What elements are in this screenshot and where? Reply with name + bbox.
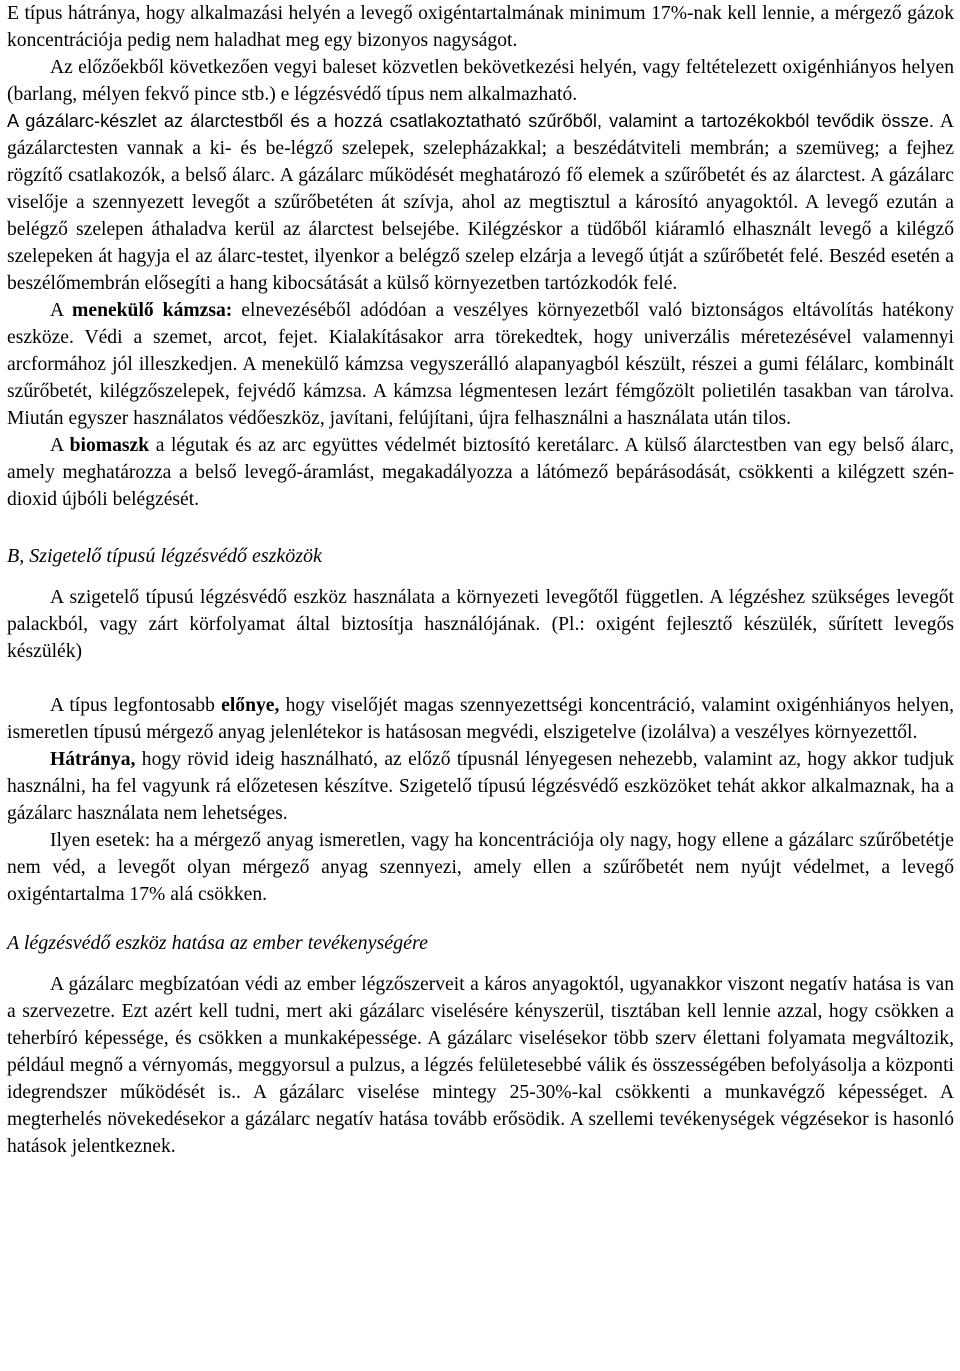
disadvantage-body: hogy rövid ideig használható, az előző típusnál lényegesen nehezebb, valamint az, hogy akkor tudjuk használni, ha fel vagyunk rá előzetesen készítve. Szigetelő típusú légzésvédő eszközöket tehát akkor alkalmaznak, ha a gázálarc használata nem lehetséges. <box>7 749 954 824</box>
gas-mask-kit-intro: A gázálarc-készlet az álarctestből és a hozzá csatlakoztatható szűrőből, valamint a tartozékokból tevődik össze. <box>7 111 934 131</box>
escape-hood-term: menekülő kámzsa: <box>72 300 233 321</box>
paragraph-effects: A gázálarc megbízatóan védi az ember légzőszerveit a káros anyagoktól, ugyanakkor viszont negatív hatása is van a szervezetre. Ezt azért kell tudni, mert aki gázálarc viselésére kényszerül, tisztában kell lennie azzal, hogy csökken a teherbíró képessége, és csökken a munkaképessége. A gázálarc viselésekor több szerv élettani folyamata megváltozik, például megnő a vérnyomás, meggyorsul a pulzus, a légzés felületesebbé válik és összességében befolyásolja a központi idegrendszer működését is.. A gázálarc viselése mintegy 25-30%-kal csökkenti a munkavégző képességet. A megterhelés növekedésekor a gázálarc negatív hatása tovább erősödik. A szellemi tevékenységek végzésekor is hasonló hatások jelentkeznek. <box>7 974 954 1157</box>
paragraph-e-type-drawback: E típus hátránya, hogy alkalmazási helyén a levegő oxigéntartalmának minimum 17%-nak kell lennie, a mérgező gázok koncentrációja pedig nem haladhat meg egy bizonyos nagyságot. <box>7 3 954 51</box>
paragraph-cases: Ilyen esetek: ha a mérgező anyag ismeretlen, vagy ha koncentrációja oly nagy, hogy ellene a gázálarc szűrőbetétje nem véd, a levegőt olyan mérgező anyag szennyezi, amely ellen a szűrőbetét nem nyújt védelmet, a levegő oxigéntartalma 17% alá csökken. <box>7 830 954 905</box>
paragraph-gas-mask-kit <box>7 108 954 297</box>
paragraph-disadvantage <box>7 746 954 827</box>
escape-hood-body: elnevezéséből adódóan a veszélyes környezetből való biztonságos eltávolítás hatékony eszköze. Védi a szemet, arcot, fejet. Kialakításakor arra törekedtek, hogy univerzális méretezésével valamennyi arcformához jól illeszkedjen. A menekülő kámzsa vegyszerálló alapanyagból készült, részei a gumi félálarc, kombinált szűrőbetét, kilégzőszelepek, fejvédő kámzsa. A kámzsa légmentesen lezárt fémgőzölt polietilén tasakban van tárolva. Miután egyszer használatos védőeszköz, javítani, felújítani, újra felhasználni a használata után tilos. <box>7 300 954 429</box>
section-heading-effects: A légzésvédő eszköz hatása az ember tevékenységére <box>7 932 428 954</box>
biomask-lead: A <box>50 435 70 456</box>
advantage-body: hogy viselőjét magas szennyezettségi koncentráció, valamint oxigénhiányos helyen, ismeretlen típusú mérgező anyag jelenlétekor is hatásosan megvédi, elszigetelve (izolálva) a veszélyes környezettől. <box>7 695 954 743</box>
disadvantage-term: Hátránya, <box>50 749 136 770</box>
biomask-body: a légutak és az arc együttes védelmét biztosító keretálarc. A külső álarctestben van egy belső álarc, amely meghatározza a belső levegő-áramlást, megakadályozza a látómező bepárásodását, csökkenti a kilégzett szén-dioxid újbóli belégzését. <box>7 435 954 510</box>
advantage-term: előnye, <box>221 695 280 716</box>
gas-mask-kit-details: A gázálarctesten vannak a ki- és be-légző szelepek, szelepházakkal; a beszédátviteli membrán; a szemüveg; a fejhez rögzítő csatlakozók, a belső álarc. A gázálarc működését meghatározó fő elemek a szűrőbetét és az álarctest. A gázálarc viselője a szennyezett levegőt a szűrőbetéten át szívja, ahol az megtisztul a károsító anyagoktól. A levegő ezután a belégző szelepen áthaladva kerül az álarctest belsejébe. Kilégzéskor a tüdőből kiáramló elhasznált levegő a kilégző szelepeken át hagyja el az álarc-testet, ilyenkor a belégző szelep elzárja a levegő útját a szűrőbetét felé. Beszéd esetén a beszélőmembrán elősegíti a hang kibocsátását a külső környezetben tartózkodók felé. <box>7 111 954 294</box>
biomask-term: biomaszk <box>69 435 150 456</box>
section-heading-isolating: B, Szigetelő típusú légzésvédő eszközök <box>7 545 322 567</box>
paragraph-escape-hood <box>7 297 954 432</box>
escape-hood-lead: A <box>50 300 73 321</box>
paragraph-biomask <box>7 432 954 513</box>
advantage-lead: A típus legfontosabb <box>50 695 222 716</box>
paragraph-advantage <box>7 692 954 746</box>
paragraph-not-applicable: Az előzőekből következően vegyi baleset közvetlen bekövetkezési helyén, vagy feltételezett oxigénhiányos helyen (barlang, mélyen fekvő pince stb.) e légzésvédő típus nem alkalmazható. <box>7 57 954 105</box>
paragraph-isolating-usage: A szigetelő típusú légzésvédő eszköz használata a környezeti levegőtől független. A légzéshez szükséges levegőt palackból, vagy zárt körfolyamat által biztosítja használójának. (Pl.: oxigént fejlesztő készülék, sűrített levegős készülék) <box>7 587 954 662</box>
